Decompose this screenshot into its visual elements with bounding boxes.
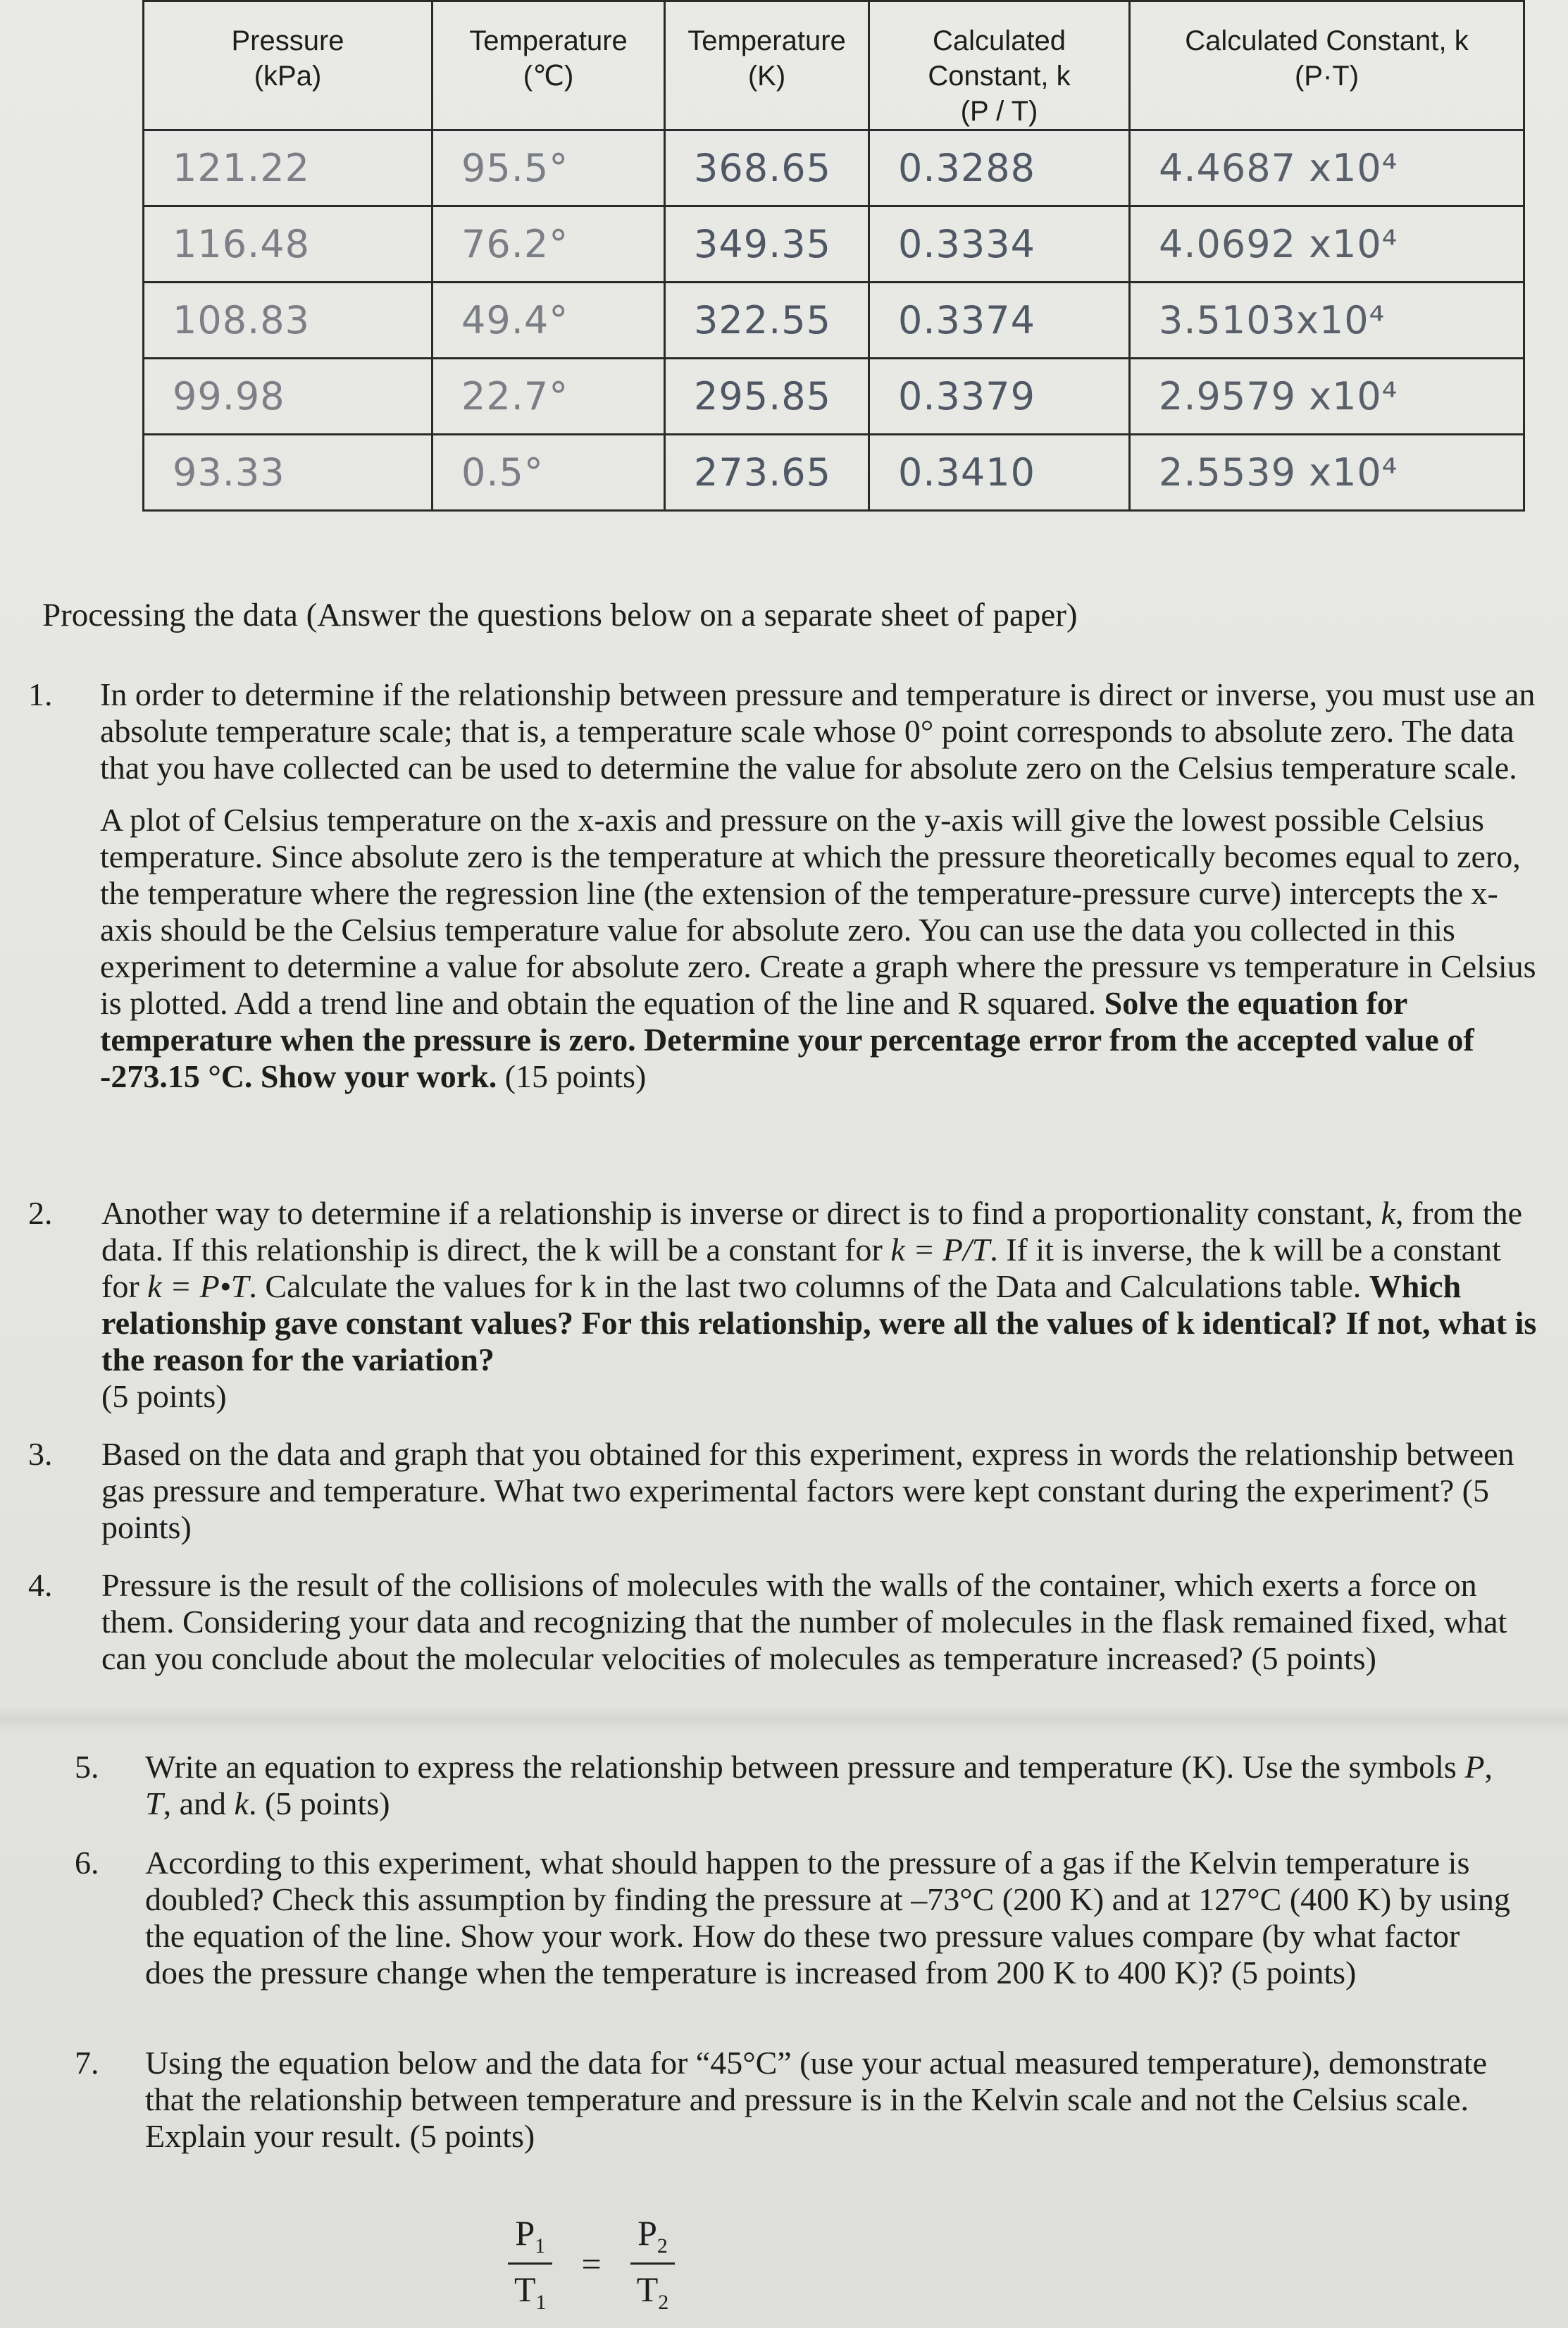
cell-k-product: 2.5539 x10⁴ — [1130, 435, 1524, 511]
question-paragraph: Based on the data and graph that you obtained for this experiment, express in words the relationship between gas pressure and temperature. What two experimental factors were kept constant during the experiment? (5 points) — [101, 1436, 1514, 1545]
table-row — [144, 130, 1524, 206]
question-paragraph: Pressure is the result of the collisions of molecules with the walls of the container, which exerts a force on them. Considering your data and recognizing that the number of molecules in the flask remained fixed, what can you conclude about the molecular velocities of molecules as temperature increased? (5 points) — [101, 1567, 1507, 1676]
cell-temp-k: 322.55 — [665, 283, 869, 359]
numerator — [508, 2212, 552, 2265]
question-body — [101, 1195, 1538, 1415]
question-paragraph — [100, 802, 1537, 1095]
question-number: 3. — [28, 1436, 53, 1472]
q2-text-a: Another way to determine if a relationship is inverse or direct is to find a proportionality constant, — [101, 1195, 1381, 1231]
subscript: 2 — [658, 2291, 669, 2314]
header-label: Calculated Constant, k (P / T) — [928, 25, 1071, 127]
cell-temp-c: 76.2° — [433, 206, 665, 283]
symbol-t: T — [514, 2270, 536, 2309]
q2-formula-direct: k = P/T — [890, 1232, 990, 1268]
emphasis-text: Which relationship gave constant values? For this relationship, were all the values of k identical? If not, what is the reason for the variation? — [101, 1268, 1537, 1377]
denominator — [630, 2265, 676, 2315]
q2-formula-inverse: k = P•T — [147, 1268, 249, 1304]
cell-temp-k: 273.65 — [665, 435, 869, 511]
q2-text-d: . Calculate the values for k in the last two columns of the Data and Calculations table. — [249, 1268, 1362, 1304]
header-temperature-k — [665, 1, 869, 130]
header-label: Temperature (K) — [687, 25, 846, 92]
gay-lussac-formula — [507, 2212, 676, 2315]
question-number: 2. — [28, 1195, 53, 1231]
question-body — [101, 1567, 1538, 1677]
section-heading: Processing the data (Answer the questions below on a separate sheet of paper) — [42, 597, 1078, 633]
cell-k-product: 4.0692 x10⁴ — [1130, 206, 1524, 283]
question-number: 7. — [75, 2045, 99, 2081]
cell-temp-k: 349.35 — [665, 206, 869, 283]
question-number: 6. — [75, 1845, 99, 1881]
table-row — [144, 359, 1524, 435]
header-label: Pressure (kPa) — [231, 25, 344, 92]
q2-text-c: . If it is inverse, the k will be a constant for — [101, 1232, 1501, 1304]
cell-temp-k: 295.85 — [665, 359, 869, 435]
cell-temp-c: 22.7° — [433, 359, 665, 435]
subscript: 1 — [535, 2291, 547, 2314]
question-paragraph: According to this experiment, what should happen to the pressure of a gas if the Kelvin temperature is doubled? Check this assumption by finding the pressure at –73°C (200 K) and at 127°C (400 K) by using the equation of the line. Show your work. How do these two pressure values compare (by what factor does the pressure change when the temperature is increased from 200 K to 400 K)? (5 points) — [145, 1845, 1510, 1990]
cell-k-ratio: 0.3334 — [869, 206, 1130, 283]
cell-k-product: 3.5103x10⁴ — [1130, 283, 1524, 359]
question-paragraph: Using the equation below and the data for “45°C” (use your actual measured temperature), demonstrate that the relationship between temperature and pressure is in the Kelvin scale and not the Celsius scale. Explain your result. (5 points) — [145, 2045, 1487, 2154]
header-pressure — [144, 1, 433, 130]
q2-k: k — [1381, 1195, 1395, 1231]
q5-symbol-t: T — [145, 1785, 163, 1821]
question-body — [145, 1749, 1512, 1822]
numerator — [630, 2212, 675, 2265]
header-temperature-c — [433, 1, 665, 130]
question-number: 5. — [75, 1749, 99, 1785]
q2-text-b: , from the data. If this relationship is direct, the k will be a constant for — [101, 1195, 1523, 1268]
header-label: Calculated Constant, k (P·T) — [1185, 25, 1469, 92]
q5-symbol-p: P — [1464, 1749, 1485, 1785]
cell-pressure: 108.83 — [144, 283, 433, 359]
cell-k-product: 4.4687 x10⁴ — [1130, 130, 1524, 206]
cell-temp-k: 368.65 — [665, 130, 869, 206]
table-header-row — [144, 1, 1524, 130]
header-constant-p-times-t — [1130, 1, 1524, 130]
symbol-p: P — [637, 2213, 657, 2253]
cell-temp-c: 49.4° — [433, 283, 665, 359]
cell-temp-c: 0.5° — [433, 435, 665, 511]
table-row — [144, 283, 1524, 359]
header-constant-p-over-t — [869, 1, 1130, 130]
cell-pressure: 93.33 — [144, 435, 433, 511]
cell-k-ratio: 0.3379 — [869, 359, 1130, 435]
points-text: (15 points) — [504, 1058, 647, 1094]
subscript: 2 — [657, 2234, 668, 2258]
cell-k-ratio: 0.3374 — [869, 283, 1130, 359]
question-body — [101, 1436, 1538, 1546]
header-label: Temperature (℃) — [469, 25, 628, 92]
paragraph-text: A plot of Celsius temperature on the x-axis and pressure on the y-axis will give the lowest possible Celsius temperature. Since absolute zero is the temperature at which the pressure theoretically becomes equal to zero, the temperature where the regression line (the extension of the temperature-pressure curve) intercepts the x-axis should be the Celsius temperature value for absolute zero. You can use the data you collected in this experiment to determine a value for absolute zero. Create a graph where the pressure vs temperature in Celsius is plotted. Add a trend line and obtain the equation of the line and R squared. — [100, 802, 1536, 1021]
data-table — [142, 0, 1525, 512]
question-body — [100, 676, 1537, 1095]
question-number: 1. — [28, 676, 53, 712]
q5-text-a: Write an equation to express the relationship between pressure and temperature (K). Use the symbols — [145, 1749, 1465, 1785]
cell-temp-c: 95.5° — [433, 130, 665, 206]
question-paragraph — [101, 1195, 1538, 1415]
symbol-p: P — [515, 2213, 535, 2253]
denominator — [507, 2265, 554, 2315]
question-body — [145, 1845, 1512, 1991]
q5-symbol-k: k — [234, 1785, 249, 1821]
question-body — [145, 2045, 1512, 2155]
symbol-t: T — [636, 2270, 659, 2309]
emphasis-text: Solve the equation for temperature when the pressure is zero. Determine your percentage error from the accepted value of -273.15 °C. Show your work. — [100, 985, 1474, 1094]
table-row — [144, 435, 1524, 511]
cell-pressure: 116.48 — [144, 206, 433, 283]
q5-separator: , — [1484, 1749, 1493, 1785]
fraction-right — [630, 2212, 676, 2315]
table-row — [144, 206, 1524, 283]
question-paragraph: In order to determine if the relationship between pressure and temperature is direct or inverse, you must use an absolute temperature scale; that is, a temperature scale whose 0° point corresponds to absolute zero. The data that you have collected can be used to determine the value for absolute zero on the Celsius temperature scale. — [100, 676, 1536, 786]
q5-text-b: . (5 points) — [248, 1785, 390, 1821]
cell-k-ratio: 0.3288 — [869, 130, 1130, 206]
equals-sign: = — [581, 2243, 602, 2284]
question-paragraph — [145, 1749, 1512, 1822]
question-number: 4. — [28, 1567, 53, 1603]
subscript: 1 — [535, 2234, 546, 2258]
q5-separator: , and — [163, 1785, 235, 1821]
cell-k-ratio: 0.3410 — [869, 435, 1130, 511]
cell-pressure: 99.98 — [144, 359, 433, 435]
cell-pressure: 121.22 — [144, 130, 433, 206]
page-bend-shadow — [0, 1705, 1568, 1733]
cell-k-product: 2.9579 x10⁴ — [1130, 359, 1524, 435]
points-text: (5 points) — [101, 1378, 227, 1414]
fraction-left — [507, 2212, 554, 2315]
